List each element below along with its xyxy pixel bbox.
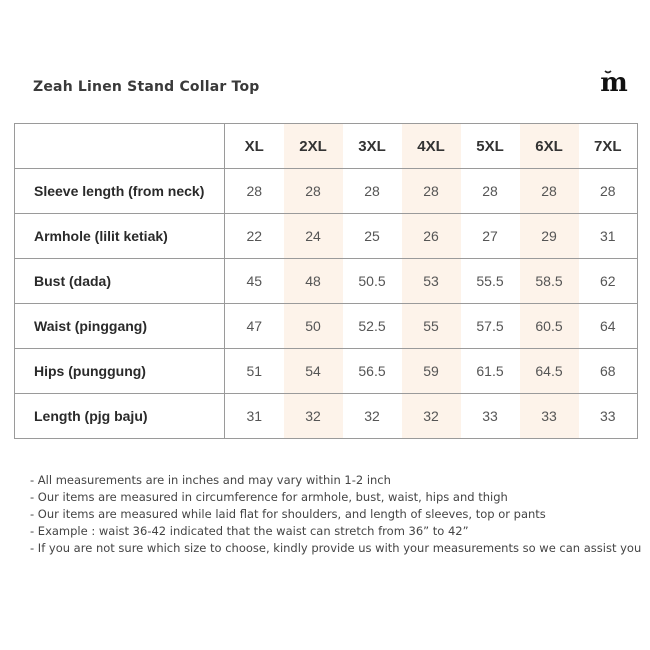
measurement-cell: 33 <box>520 394 579 439</box>
measurement-cell: 47 <box>225 304 284 349</box>
row-label: Length (pjg baju) <box>15 394 225 439</box>
note-item: - Our items are measured in circumference for armhole, bust, waist, hips and thigh <box>30 490 508 504</box>
svg-text:m: m <box>600 68 628 96</box>
table-row <box>15 349 638 394</box>
table-row <box>15 259 638 304</box>
measurement-cell: 26 <box>402 214 461 259</box>
page-title: Zeah Linen Stand Collar Top <box>33 79 260 95</box>
measurement-cell: 24 <box>284 214 343 259</box>
row-label: Waist (pinggang) <box>15 304 225 349</box>
measurement-cell: 31 <box>579 214 638 259</box>
size-header-2xl: 2XL <box>284 124 343 169</box>
measurement-cell: 45 <box>225 259 284 304</box>
measurement-cell: 28 <box>579 169 638 214</box>
measurement-cell: 61.5 <box>461 349 520 394</box>
note-item: - Our items are measured while laid flat for shoulders, and length of sleeves, top or pants <box>30 507 546 521</box>
note-item: - Example : waist 36-42 indicated that the waist can stretch from 36” to 42” <box>30 524 469 538</box>
measurement-cell: 28 <box>343 169 402 214</box>
row-label: Armhole (lilit ketiak) <box>15 214 225 259</box>
measurement-cell: 68 <box>579 349 638 394</box>
measurement-cell: 50 <box>284 304 343 349</box>
brand-logo <box>596 66 632 96</box>
measurement-cell: 29 <box>520 214 579 259</box>
measurement-cell: 32 <box>343 394 402 439</box>
size-header-row <box>15 124 638 169</box>
note-item: - If you are not sure which size to choose, kindly provide us with your measurements so we can assist you <box>30 541 642 555</box>
size-chart-table <box>14 123 638 439</box>
measurement-cell: 56.5 <box>343 349 402 394</box>
measurement-cell: 52.5 <box>343 304 402 349</box>
row-label: Sleeve length (from neck) <box>15 169 225 214</box>
size-header-4xl: 4XL <box>402 124 461 169</box>
measurement-cell: 64 <box>579 304 638 349</box>
measurement-cell: 48 <box>284 259 343 304</box>
measurement-cell: 32 <box>402 394 461 439</box>
measurement-cell: 31 <box>225 394 284 439</box>
corner-cell <box>15 124 225 169</box>
measurement-cell: 62 <box>579 259 638 304</box>
size-header-xl: XL <box>225 124 284 169</box>
measurement-cell: 54 <box>284 349 343 394</box>
measurement-cell: 28 <box>402 169 461 214</box>
measurement-cell: 27 <box>461 214 520 259</box>
table-row <box>15 169 638 214</box>
row-label: Hips (punggung) <box>15 349 225 394</box>
measurement-cell: 28 <box>225 169 284 214</box>
table-row <box>15 394 638 439</box>
measurement-cell: 55.5 <box>461 259 520 304</box>
row-label: Bust (dada) <box>15 259 225 304</box>
table-row <box>15 304 638 349</box>
measurement-cell: 53 <box>402 259 461 304</box>
measurement-cell: 32 <box>284 394 343 439</box>
measurement-cell: 33 <box>579 394 638 439</box>
measurement-cell: 60.5 <box>520 304 579 349</box>
measurement-cell: 25 <box>343 214 402 259</box>
notes-list <box>30 472 641 557</box>
size-header-5xl: 5XL <box>461 124 520 169</box>
measurement-cell: 57.5 <box>461 304 520 349</box>
table-row <box>15 214 638 259</box>
measurement-cell: 28 <box>520 169 579 214</box>
measurement-cell: 28 <box>284 169 343 214</box>
measurement-cell: 59 <box>402 349 461 394</box>
measurement-cell: 64.5 <box>520 349 579 394</box>
size-header-6xl: 6XL <box>520 124 579 169</box>
size-header-3xl: 3XL <box>343 124 402 169</box>
note-item: - All measurements are in inches and may vary within 1-2 inch <box>30 473 391 487</box>
measurement-cell: 33 <box>461 394 520 439</box>
measurement-cell: 50.5 <box>343 259 402 304</box>
measurement-cell: 51 <box>225 349 284 394</box>
measurement-cell: 28 <box>461 169 520 214</box>
measurement-cell: 55 <box>402 304 461 349</box>
measurement-cell: 22 <box>225 214 284 259</box>
measurement-cell: 58.5 <box>520 259 579 304</box>
size-header-7xl: 7XL <box>579 124 638 169</box>
